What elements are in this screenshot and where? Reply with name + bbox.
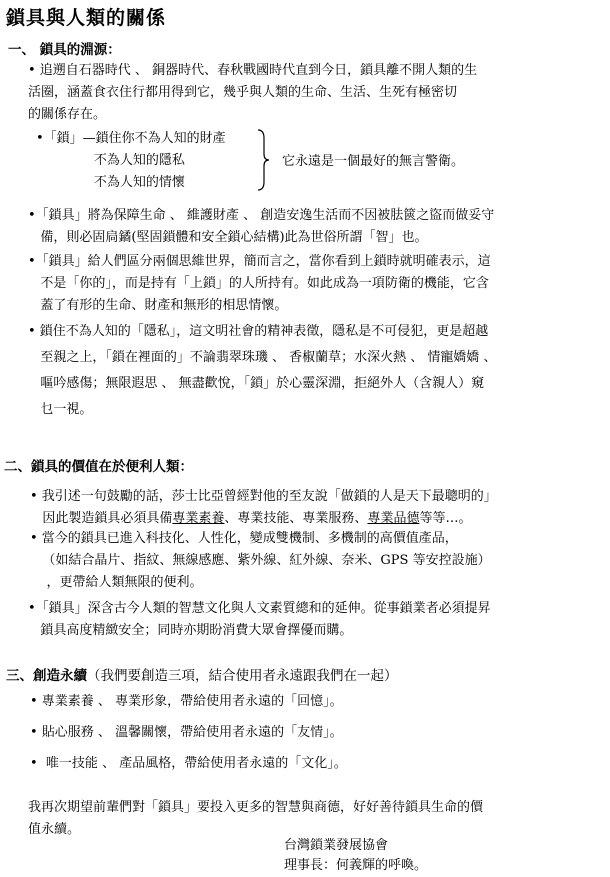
- text-line: [30, 508, 497, 530]
- section-heading-value: 二、鎖具的價值在於便利人類：: [4, 459, 193, 475]
- underlined-text: 專業品德: [367, 511, 420, 526]
- text-line: 值永續。: [28, 822, 81, 837]
- closing-paragraph: [28, 797, 483, 841]
- text-line: 鎖具高度精緻安全；同時亦期盼消費大眾會擇優而購。: [28, 623, 353, 638]
- paragraph-shakespeare-quote: [30, 486, 497, 530]
- text-line: 至親之上，「鎖在裡面的」不論翡翠珠璣 、 香椒蘭草；水深火熱 、 情寵嬌嬌 、: [28, 350, 497, 365]
- signature-org: 台灣鎖業發展協會: [284, 838, 389, 853]
- text-line: •「鎖」—鎖住你不為人知的財產: [36, 131, 226, 146]
- text-line: 蓋了有形的生命、財產和無形的相思情懷。: [28, 298, 288, 313]
- list-item: • 唯一技能 、 產品風格，帶給使用者永遠的「文化」。: [30, 756, 347, 771]
- paragraph-tech-locks: [30, 528, 491, 594]
- right-brace-icon: [256, 128, 270, 192]
- text-line: 不為人知的隱私: [36, 153, 185, 168]
- text-segment: 、專業技能、專業服務、: [224, 511, 368, 526]
- text-line: 的關係存在。: [28, 107, 107, 122]
- sustain-items-list: [30, 686, 347, 779]
- lock-definition-result: 它永遠是一個最好的無言警衛。: [282, 154, 465, 169]
- lock-definition-list: [36, 128, 226, 194]
- section-heading-text: 三、創造永續: [6, 668, 87, 684]
- paragraph-lock-worlds: [28, 251, 491, 317]
- text-line: • 鎖住不為人知的「隱私」，這文明社會的精神表徵，隱私是不可侵犯，更是超越: [28, 324, 489, 339]
- text-line: • 當今的鎖具已進入科技化、人性化，變成雙機制、多機制的高價值產品，: [30, 531, 458, 546]
- section-heading-sustain: [6, 664, 398, 684]
- list-item: • 貼心服務 、 溫馨關懷，帶給使用者永遠的「友情」。: [30, 725, 343, 740]
- text-segment: 等等…。: [419, 511, 472, 526]
- section-heading-origin: 一、 鎖具的淵源：: [8, 42, 121, 58]
- text-line: •「鎖具」給人們區分兩個思維世界，簡而言之，當你看到上鎖時就明確表示，這: [28, 254, 491, 269]
- text-line: （如結合晶片、指紋、無線感應、紫外線、紅外線、奈米、GPS 等安控設施）: [30, 553, 491, 568]
- text-line: 我再次期望前輩們對「鎖具」要投入更多的智慧與商德，好好善待鎖具生命的價: [28, 800, 484, 815]
- paragraph-origin-history: [28, 60, 477, 126]
- text-line: ，更帶給人類無限的便利。: [30, 575, 203, 590]
- text-line: 嘔吟感傷；無限遐思 、 無盡歡悅，「鎖」於心靈深淵，拒絕外人（含親人）窺: [28, 376, 485, 391]
- underlined-text: 專業素養: [172, 511, 225, 526]
- paragraph-lock-protection: [28, 205, 494, 249]
- text-line: 不為人知的情懷: [36, 175, 185, 190]
- text-line: 備，則必固扃鐍(堅固鎖體和安全鎖心結構)此為世俗所謂「智」也。: [28, 230, 428, 245]
- paragraph-lock-culture: [28, 598, 491, 642]
- text-line: •「鎖具」將為保障生命 、 維護財產 、 創造安逸生活而不因被胠篋之盜而做妥守: [28, 208, 495, 223]
- text-line: 不是「你的」，而是持有「上鎖」的人所持有。如此成為一項防衛的機能，它含: [28, 276, 489, 291]
- text-line: • 我引述一句鼓勵的話，莎士比亞曾經對他的至友說「做鎖的人是天下最聰明的」: [30, 489, 497, 504]
- paragraph-lock-privacy: [28, 319, 497, 423]
- text-line: •「鎖具」深含古今人類的智慧文化與人文素質總和的延伸。從事鎖業者必須提昇: [28, 601, 491, 616]
- text-line: 活圈，涵蓋食衣住行都用得到它，幾乎與人類的生命、生活、生死有極密切: [28, 85, 458, 100]
- text-line: 乜一視。: [28, 402, 93, 417]
- page-title: 鎖具與人類的關係: [6, 7, 167, 29]
- text-segment: 因此製造鎖具必須具備: [30, 511, 173, 526]
- list-item: • 專業素養 、 專業形象，帶給使用者永遠的「回憶」。: [30, 694, 343, 709]
- signature-person: 理事長：何義輝的呼喚。: [284, 858, 428, 873]
- text-line: • 追遡自石器時代 、 銅器時代、春秋戰國時代直到今日，鎖具離不開人類的生: [28, 63, 478, 78]
- section-heading-note: （我們要創造三項，結合使用者永遠跟我們在一起）: [87, 668, 398, 684]
